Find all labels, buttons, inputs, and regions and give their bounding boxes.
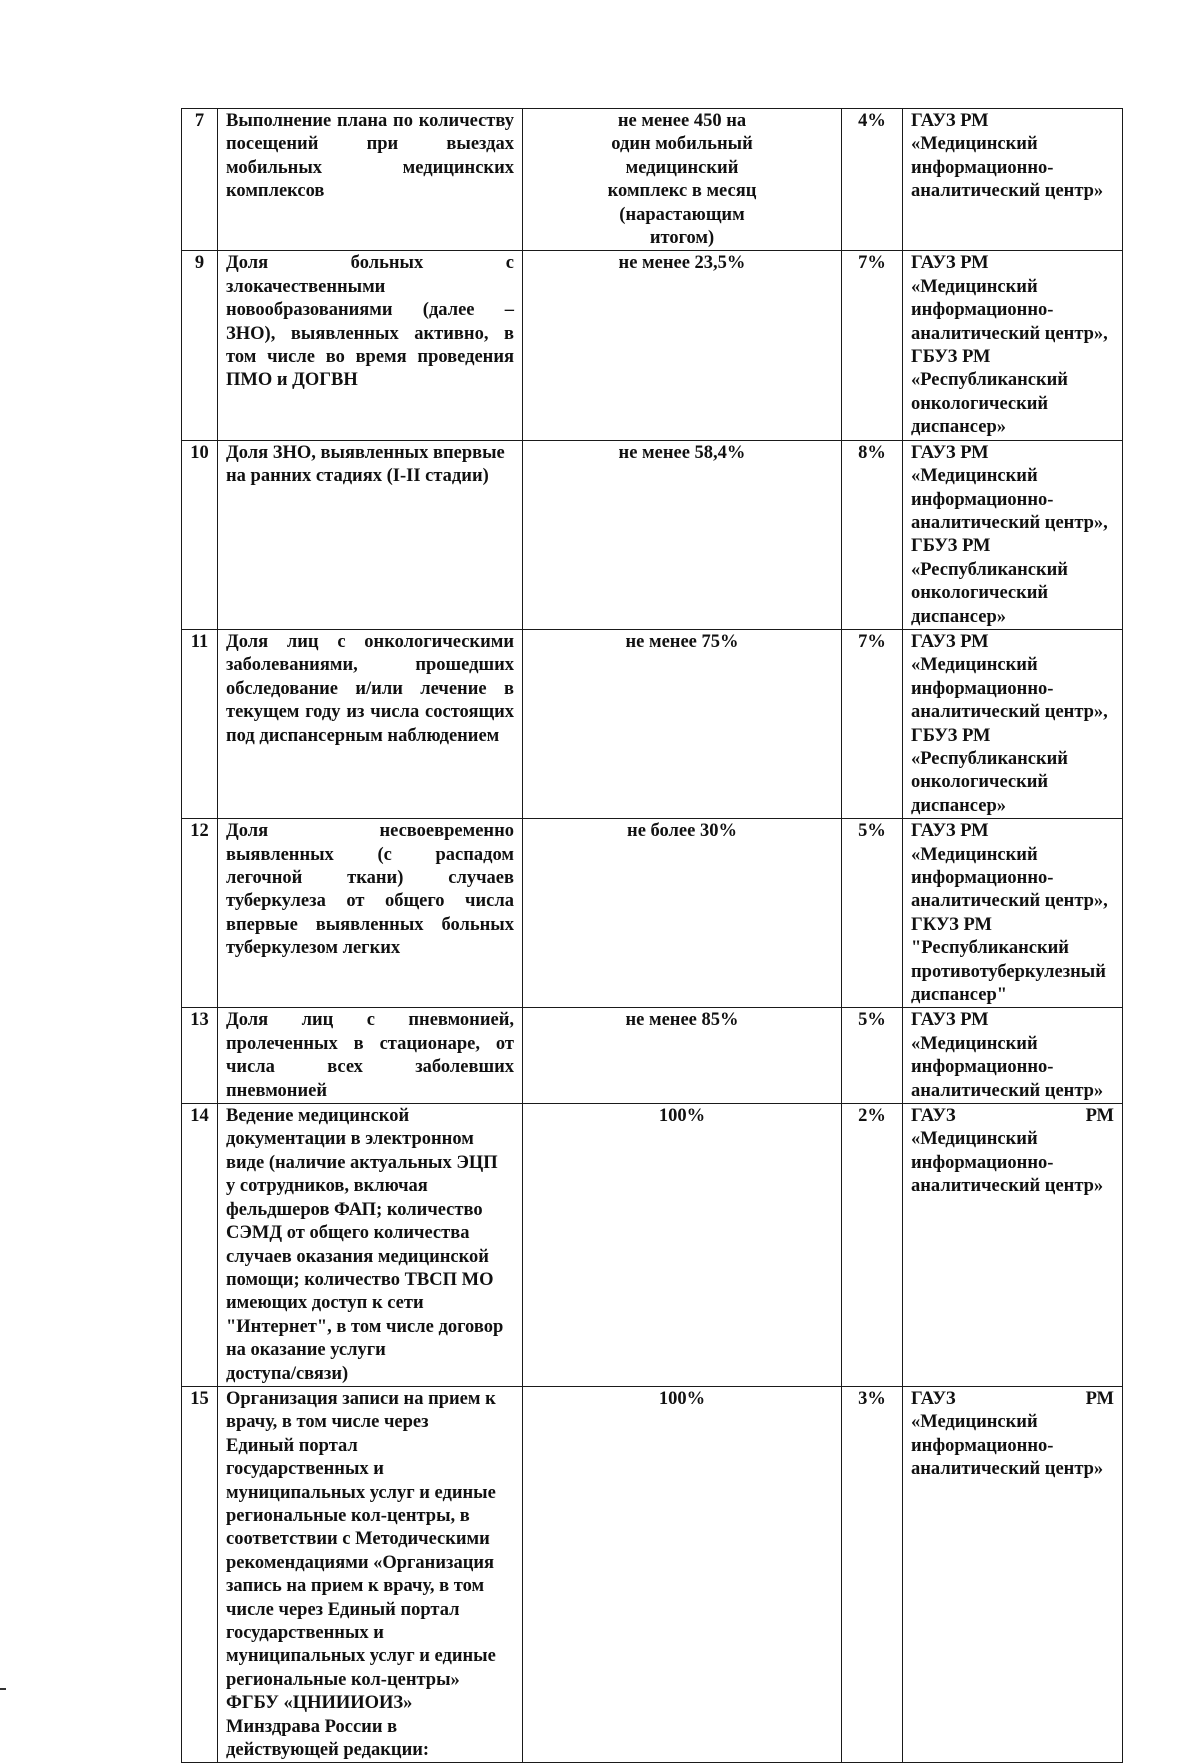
weight-cell: 8% [842,440,903,629]
indicator-cell: Организация записи на прием к врачу, в том числе через Единый портал государственных и муниципальных услуг и единые региональные кол-центры, в соответствии с Методическими рекомендациями «Организация запись на прием к врачу, в том числе через Единый портал государственных и муниципальных услуг и единые региональные кол-центры» ФГБУ «ЦНИИИОИЗ» Минздрава России в действующей редакции: [218,1386,523,1763]
responsible-cell: ГАУЗ РМ «Медицинский информационно- аналитический центр» [903,109,1123,251]
weight-cell: 3% [842,1386,903,1763]
responsible-cell: ГАУЗ РМ «Медицинский информационно- аналитический центр» [903,1008,1123,1104]
indicator-cell: Ведение медицинской документации в электронном виде (наличие актуальных ЭЦП у сотрудников, включая фельдшеров ФАП; количество СЭМД от общего количества случаев оказания медицинской помощи; количество ТВСП МО имеющих доступ к сети "Интернет", в том числе договор на оказание услуги доступа/связи) [218,1104,523,1387]
table-row [182,1386,1123,1763]
table-row [182,440,1123,629]
indicator-cell: Доля несвоевременно выявленных (с распадом легочной ткани) случаев туберкулеза от общего числа впервые выявленных больных туберкулезом легких [218,819,523,1008]
scan-edge-mark [0,1688,6,1690]
weight-cell: 5% [842,819,903,1008]
indicator-cell: Доля больных с злокачественными новообразованиями (далее – ЗНО), выявленных активно, в том числе во время проведения ПМО и ДОГВН [218,251,523,440]
target-value-cell: не более 30% [523,819,842,1008]
weight-cell: 7% [842,629,903,818]
row-number: 14 [182,1104,218,1387]
row-number: 12 [182,819,218,1008]
table-row [182,819,1123,1008]
target-value-cell: не менее 23,5% [523,251,842,440]
indicator-cell: Доля ЗНО, выявленных впервые на ранних стадиях (I-II стадии) [218,440,523,629]
weight-cell: 5% [842,1008,903,1104]
target-value-cell: 100% [523,1104,842,1387]
row-number: 11 [182,629,218,818]
row-number: 9 [182,251,218,440]
table-row [182,251,1123,440]
weight-cell: 7% [842,251,903,440]
indicator-cell: Доля лиц с пневмонией, пролеченных в стационаре, от числа всех заболевших пневмонией [218,1008,523,1104]
responsible-cell: ГАУЗ РМ «Медицинский информационно- аналитический центр», ГБУЗ РМ «Республиканский онкологический диспансер» [903,440,1123,629]
indicators-table [181,108,1123,1763]
row-number: 13 [182,1008,218,1104]
row-number: 15 [182,1386,218,1763]
row-number: 7 [182,109,218,251]
indicator-cell: Выполнение плана по количеству посещений при выездах мобильных медицинских комплексов [218,109,523,251]
target-value-cell: не менее 450 на один мобильный медицинский комплекс в месяц (нарастающим итогом) [523,109,842,251]
responsible-cell: ГАУЗ РМ «Медицинский информационно- аналитический центр», ГБУЗ РМ «Республиканский онкологический диспансер» [903,251,1123,440]
responsible-cell: ГАУЗ РМ «Медицинский информационно- аналитический центр», ГКУЗ РМ "Республиканский противотуберкулезный диспансер" [903,819,1123,1008]
target-value-cell: 100% [523,1386,842,1763]
target-value-cell: не менее 75% [523,629,842,818]
row-number: 10 [182,440,218,629]
responsible-cell: ГАУЗ РМ «Медицинский информационно- аналитический центр» [903,1386,1123,1763]
responsible-cell: ГАУЗ РМ «Медицинский информационно- аналитический центр» [903,1104,1123,1387]
table-row [182,109,1123,251]
target-value-cell: не менее 85% [523,1008,842,1104]
table-row [182,629,1123,818]
responsible-cell: ГАУЗ РМ «Медицинский информационно- аналитический центр», ГБУЗ РМ «Республиканский онкологический диспансер» [903,629,1123,818]
table-row [182,1008,1123,1104]
target-value-cell: не менее 58,4% [523,440,842,629]
weight-cell: 4% [842,109,903,251]
weight-cell: 2% [842,1104,903,1387]
indicator-cell: Доля лиц с онкологическими заболеваниями, прошедших обследование и/или лечение в текущем году из числа состоящих под диспансерным наблюдением [218,629,523,818]
table-row [182,1104,1123,1387]
